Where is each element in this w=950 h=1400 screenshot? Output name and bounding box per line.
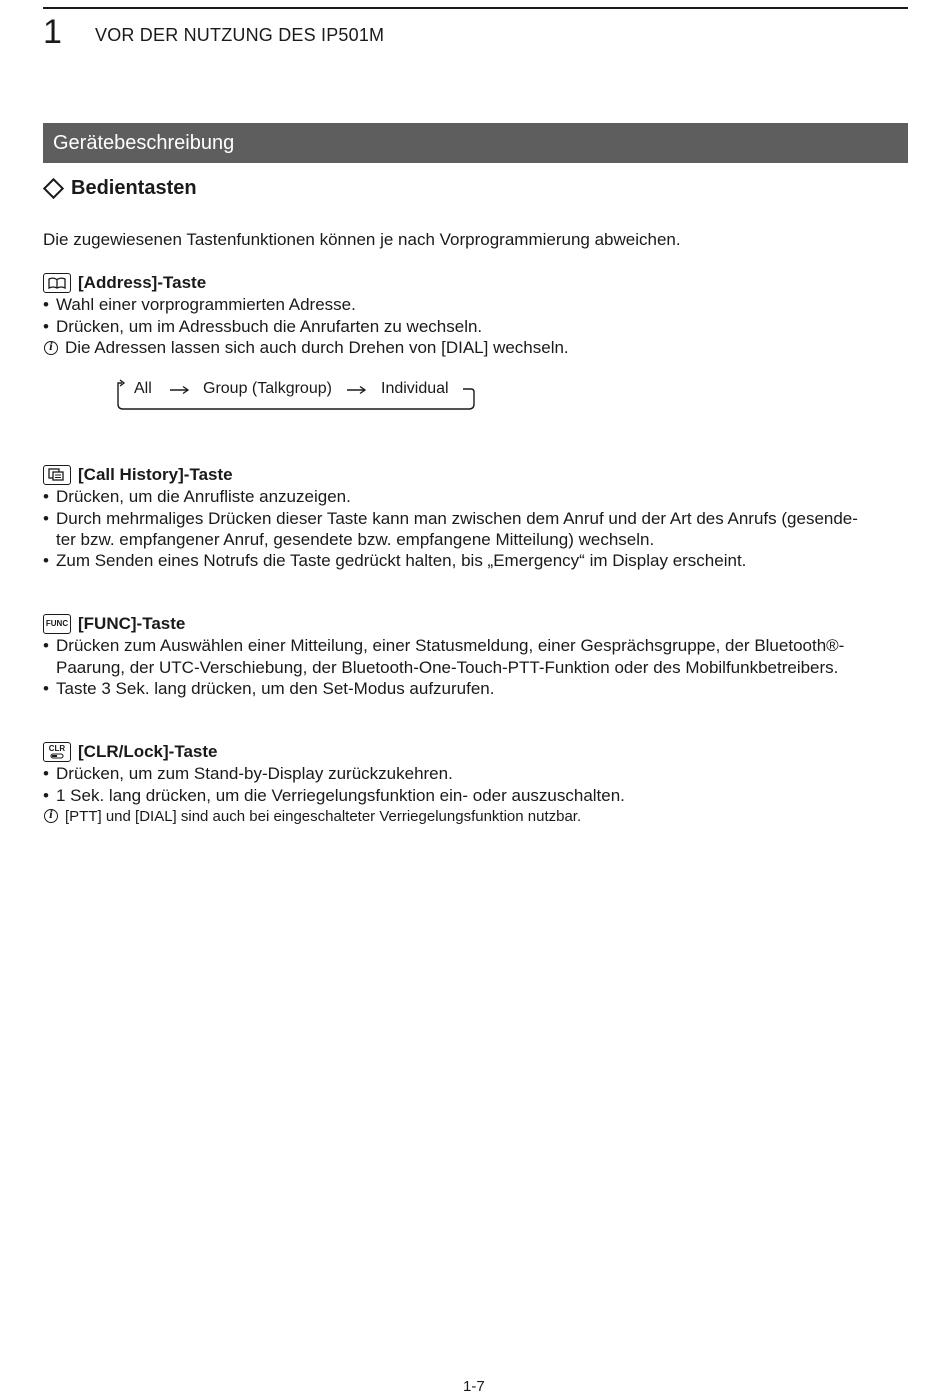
section-title-bar — [43, 123, 908, 163]
address-key-block — [43, 272, 913, 358]
top-rule — [43, 7, 908, 9]
clr-lock-key-block — [43, 741, 913, 827]
call-history-key-block — [43, 464, 913, 571]
info-icon: i — [44, 341, 58, 355]
info-icon: i — [44, 809, 58, 823]
info-note: i [PTT] und [DIAL] sind auch bei eingeschalteter Verriegelungsfunktion nutzbar. — [43, 806, 913, 827]
list-item: • Zum Senden eines Notrufs die Taste gedrückt halten, bis „Emergency“ im Display erscheint. — [43, 551, 747, 571]
address-key-heading — [43, 272, 913, 293]
list-item: • Drücken, um die Anrufliste anzuzeigen. — [43, 487, 351, 507]
flow-step-group: Group (Talkgroup) — [203, 380, 332, 397]
subsection-title: Bedientasten — [71, 177, 197, 199]
address-key-title: [Address]-Taste — [78, 273, 207, 292]
section-title: Gerätebeschreibung — [53, 132, 235, 154]
list-item: • Durch mehrmaliges Drücken dieser Taste kann man zwischen dem Anruf und der Art des Anrufs (gesende- — [43, 508, 858, 528]
func-key-icon: FUNC — [43, 614, 71, 634]
list-item: • 1 Sek. lang drücken, um die Verriegelungsfunktion ein- oder auszuschalten. — [43, 785, 625, 805]
list-item-continuation: ter bzw. empfangener Anruf, gesendete bzw. empfangene Mitteilung) wechseln. — [56, 529, 655, 549]
chapter-title: VOR DER NUTZUNG DES IP501M — [95, 25, 385, 45]
func-key-title: [FUNC]-Taste — [78, 614, 186, 633]
intro-text: Die zugewiesenen Tastenfunktionen können je nach Vorprogrammierung abweichen. — [43, 230, 681, 249]
book-icon — [43, 273, 71, 293]
func-key-heading — [43, 613, 913, 634]
page-number: 1-7 — [463, 1378, 485, 1395]
call-history-key-title: [Call History]-Taste — [78, 465, 233, 484]
info-note: i Die Adressen lassen sich auch durch Drehen von [DIAL] wechseln. — [43, 337, 913, 358]
clr-lock-key-heading — [43, 741, 913, 762]
address-mode-cycle-diagram — [105, 377, 477, 411]
call-history-key-heading — [43, 464, 913, 485]
chapter-number: 1 — [43, 13, 62, 51]
func-key-block — [43, 613, 913, 699]
subsection-heading — [43, 177, 197, 200]
list-item: • Drücken, um zum Stand-by-Display zurückzukehren. — [43, 764, 453, 784]
call-history-icon — [43, 465, 71, 485]
clr-lock-key-icon: CLR — [43, 742, 71, 762]
list-item-continuation: Paarung, der UTC-Verschiebung, der Bluetooth-One-Touch-PTT-Funktion oder des Mobilfunkbetreibers. — [56, 657, 839, 677]
list-item: • Drücken zum Auswählen einer Mitteilung, einer Statusmeldung, einer Gesprächsgruppe, der Bluetooth®- — [43, 636, 845, 656]
flow-step-individual: Individual — [381, 380, 449, 397]
list-item: • Drücken, um im Adressbuch die Anrufarten zu wechseln. — [43, 316, 483, 336]
lock-slide-icon — [50, 753, 64, 759]
flow-step-all: All — [134, 380, 152, 397]
list-item: • Wahl einer vorprogrammierten Adresse. — [43, 295, 356, 315]
list-item: • Taste 3 Sek. lang drücken, um den Set-Modus aufzurufen. — [43, 678, 495, 698]
clr-lock-key-title: [CLR/Lock]-Taste — [78, 742, 218, 761]
diamond-icon — [43, 178, 64, 199]
